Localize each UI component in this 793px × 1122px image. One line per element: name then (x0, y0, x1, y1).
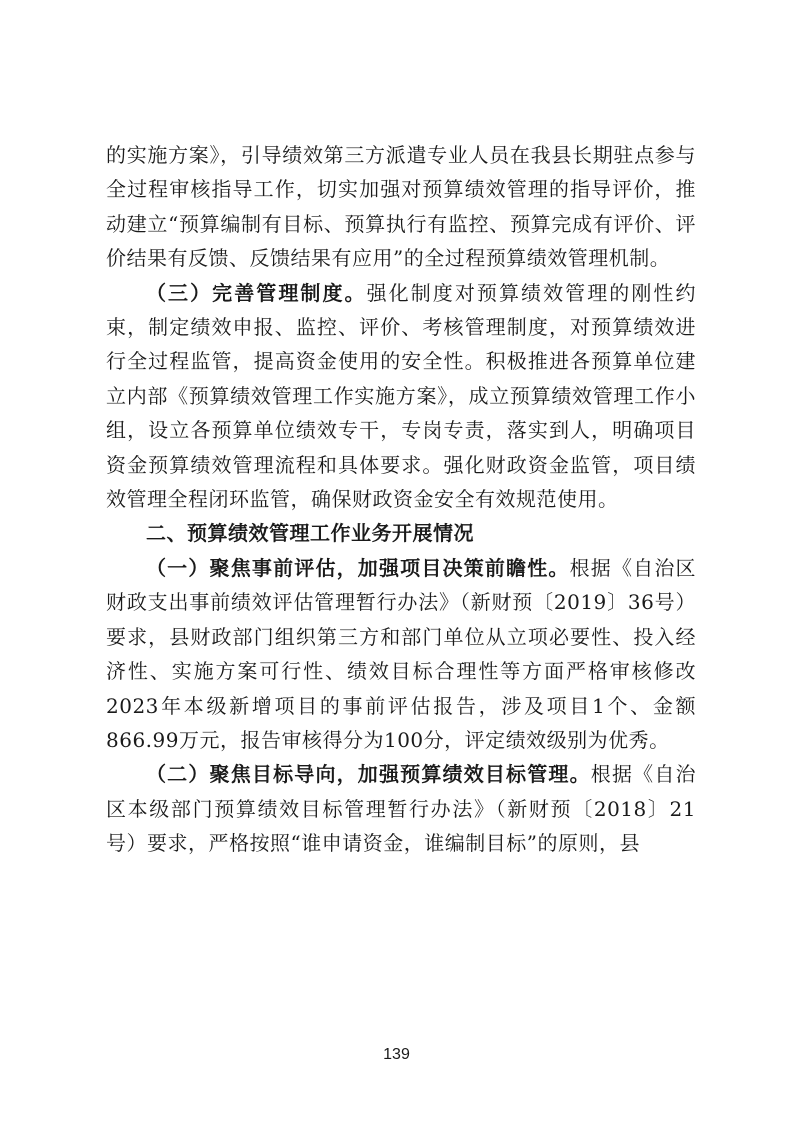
subheading-improve-management-system: （三）完善管理制度。 (146, 280, 367, 305)
paragraph-text: 根据《自治区财政支出事前绩效评估管理暂行办法》（新财预〔2019〕36号）要求，县财政部门组织第三方和部门单位从立项必要性、投入经济性、实施方案可行性、绩效目标合理性等方面严格审核修改2023年本级新增项目的事前评估报告，涉及项目1个、金额866.99万元，报告审核得分为100分，评定绩效级别为优秀。 (106, 555, 697, 752)
subheading-prior-evaluation: （一）聚焦事前评估，加强项目决策前瞻性。 (146, 555, 570, 580)
document-body (106, 138, 696, 861)
page-number: 139 (383, 1046, 410, 1063)
paragraph-prior-evaluation (106, 551, 696, 757)
paragraph-text: 根据《自治区本级部门预算绩效目标管理暂行办法》（新财预〔2018〕21号）要求，严格按照“谁申请资金，谁编制目标”的原则，县 (106, 762, 697, 856)
section-heading: 二、预算绩效管理工作业务开展情况 (146, 521, 474, 546)
subheading-target-management: （二）聚焦目标导向，加强预算绩效目标管理。 (146, 762, 591, 787)
paragraph-text: 强化制度对预算绩效管理的刚性约束，制定绩效申报、监控、评价、考核管理制度，对预算绩效进行全过程监管，提高资金使用的安全性。积极推进各预算单位建立内部《预算绩效管理工作实施方案》，成立预算绩效管理工作小组，设立各预算单位绩效专干，专岗专责，落实到人，明确项目资金预算绩效管理流程和具体要求。强化财政资金监管，项目绩效管理全程闭环监管，确保财政资金安全有效规范使用。 (106, 280, 696, 512)
paragraph-continuation: 的实施方案》，引导绩效第三方派遣专业人员在我县长期驻点参与全过程审核指导工作，切实加强对预算绩效管理的指导评价，推动建立“预算编制有目标、预算执行有监控、预算完成有评价、评价结果有反馈、反馈结果有应用”的全过程预算绩效管理机制。 (106, 143, 696, 271)
paragraph-management-system (106, 276, 696, 517)
paragraph-target-management (106, 757, 696, 860)
